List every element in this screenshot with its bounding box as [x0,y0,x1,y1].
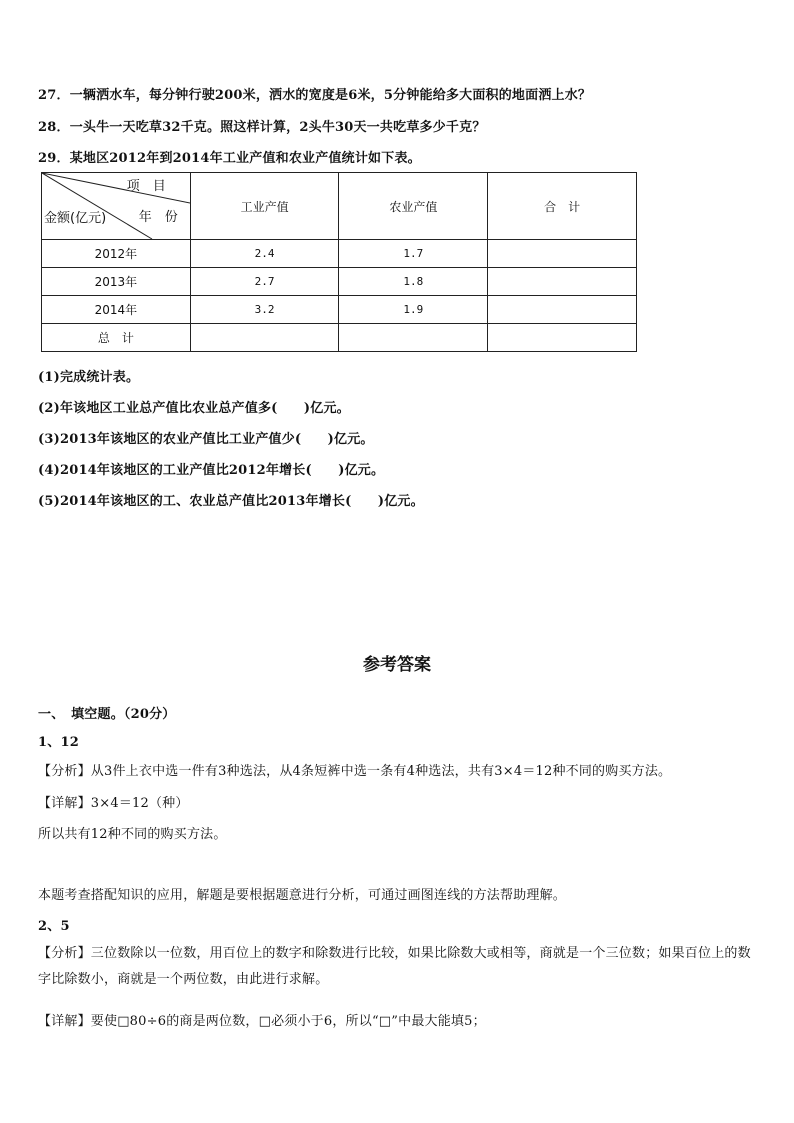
table-header-row [42,173,637,240]
question-28: 28．一头牛一天吃草32千克。照这样计算，2头牛30天一共吃草多少千克？ [38,120,486,135]
answer-1-note: 本题考查搭配知识的应用，解题是要根据题意进行分析，可通过画图连线的方法帮助理解。 [38,888,567,903]
subquestion-4: (4)2014年该地区的工业产值比2012年增长( )亿元。 [38,463,385,478]
table-row [42,240,637,268]
corner-label-amount: 金额(亿元) [44,211,107,226]
question-29: 29．某地区2012年到2014年工业产值和农业产值统计如下表。 [38,151,421,166]
row-total-label: 总 计 [42,324,191,352]
answer-1-analysis: 【分析】从3件上衣中选一件有3种选法，从4条短裤中选一条有4种选法，共有3×4＝12种不同的购买方法。 [38,764,672,779]
subquestion-1: (1)完成统计表。 [38,370,140,385]
column-header-total: 合 计 [488,173,637,240]
cell-total-sum[interactable] [488,324,637,352]
cell-total[interactable] [488,268,637,296]
cell-total-agriculture[interactable] [339,324,488,352]
cell-total[interactable] [488,240,637,268]
answer-2-head: 2、5 [38,919,70,934]
answer-1-head: 1、12 [38,735,79,750]
question-27: 27．一辆洒水车，每分钟行驶200米，洒水的宽度是6米，5分钟能给多大面积的地面洒上水？ [38,88,592,103]
answer-1-conclusion: 所以共有12种不同的购买方法。 [38,827,227,842]
cell-agriculture: 1.9 [339,296,488,324]
row-year: 2012年 [42,240,191,268]
subquestion-3: (3)2013年该地区的农业产值比工业产值少( )亿元。 [38,432,374,447]
answer-2-detail: 【详解】要使□80÷6的商是两位数，□必须小于6，所以“□”中最大能填5； [38,1014,486,1029]
cell-total[interactable] [488,296,637,324]
table-total-row [42,324,637,352]
row-year: 2013年 [42,268,191,296]
answer-1-detail: 【详解】3×4＝12（种） [38,796,189,811]
table-row [42,296,637,324]
column-header-agriculture: 农业产值 [339,173,488,240]
subquestion-5: (5)2014年该地区的工、农业总产值比2013年增长( )亿元。 [38,494,424,509]
table-row [42,268,637,296]
answers-section-1: 一、 填空题。（20分） [38,707,176,722]
subquestion-2: (2)年该地区工业总产值比农业总产值多( )亿元。 [38,401,350,416]
cell-total-industry[interactable] [190,324,339,352]
answer-2-analysis: 【分析】三位数除以一位数，用百位上的数字和除数进行比较，如果比除数大或相等，商就是一个三位数；如果百位上的数字比除数小，商就是一个两位数，由此进行求解。 [38,946,751,987]
cell-industry: 2.7 [190,268,339,296]
row-year: 2014年 [42,296,191,324]
statistics-table [41,172,637,352]
cell-agriculture: 1.8 [339,268,488,296]
cell-industry: 2.4 [190,240,339,268]
cell-industry: 3.2 [190,296,339,324]
corner-label-item: 项 目 [126,179,166,194]
column-header-industry: 工业产值 [190,173,339,240]
table-corner-cell [42,173,191,240]
corner-label-year: 年 份 [138,210,178,225]
cell-agriculture: 1.7 [339,240,488,268]
answers-title: 参考答案 [363,655,431,675]
